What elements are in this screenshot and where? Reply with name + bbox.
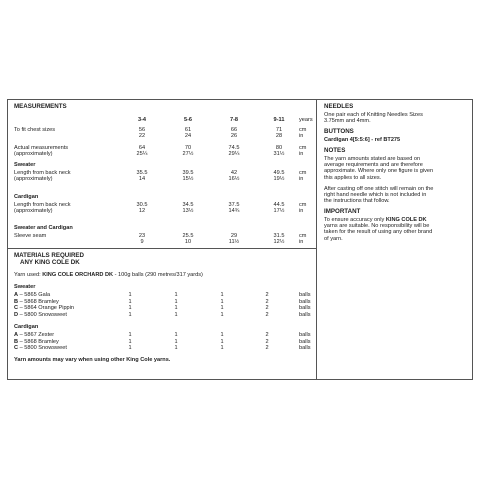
value-in: 27½: [182, 151, 194, 157]
row-label-sub: (approximately): [14, 176, 53, 182]
needles-heading: NEEDLES: [324, 103, 354, 110]
value-in: 11½: [228, 239, 240, 245]
column-divider: [316, 100, 317, 379]
yarn-qty: 1: [174, 338, 178, 345]
materials-footer: Yarn amounts may vary when using other King Cole yarns.: [14, 357, 171, 363]
row-label: Length from back neck: [14, 202, 71, 208]
buttons-text: Cardigan 4[5:5:6] - ref BT275: [324, 137, 401, 143]
value-cm: 64: [138, 145, 146, 151]
unit-balls: balls: [299, 292, 311, 298]
yarn-row: [14, 292, 50, 298]
size-header: 9-11: [273, 117, 285, 123]
value-in: 12½: [273, 239, 285, 245]
text-run: - 100g balls (290 metres/317 yards): [113, 272, 203, 278]
value-cm: 39.5: [182, 170, 194, 176]
text-run: Yarn used:: [14, 272, 43, 278]
row-label-sub: (approximately): [14, 151, 53, 157]
yarn-qty: 2: [265, 292, 269, 298]
yarn-qty: 1: [128, 338, 132, 345]
unit-balls: balls: [299, 298, 311, 305]
value-in: 12: [138, 208, 146, 214]
text-run: – 5800 Snowsweet: [18, 311, 67, 318]
yarn-used: [14, 272, 203, 278]
yarn-qty: 1: [174, 311, 178, 318]
yarn-qty: 1: [220, 311, 224, 318]
unit-balls: balls: [299, 305, 311, 311]
row-label: Sleeve seam: [14, 233, 47, 239]
text-run: D: [14, 311, 19, 318]
important-text: taken for the result of using any other brand: [324, 229, 433, 236]
section-divider: [8, 248, 316, 249]
needles-text: One pair each of Knitting Needles Sizes: [324, 112, 423, 118]
text-run: – 5800 Snowsweet: [18, 345, 67, 351]
value-in: 17½: [273, 208, 285, 214]
yarn-qty: 2: [265, 338, 269, 345]
value-cm: 74.5: [228, 145, 240, 151]
unit-cm: cm: [299, 202, 307, 208]
yarn-qty: 1: [220, 298, 224, 305]
value-in: 14¾: [228, 208, 240, 214]
text-run: B: [14, 338, 19, 345]
yarn-qty: 1: [220, 338, 224, 345]
unit-balls: balls: [299, 311, 311, 318]
row-label: To fit chest sizes: [14, 127, 56, 133]
value-in: 25¼: [136, 151, 148, 157]
value-in: 14: [138, 176, 146, 182]
yarn-qty: 2: [265, 305, 269, 311]
value-cm: 37.5: [228, 202, 240, 208]
yarn-qty: 2: [265, 298, 269, 305]
row-label-sub: (approximately): [14, 208, 53, 214]
needles-text: 3.75mm and 4mm.: [324, 118, 371, 124]
buttons-heading: BUTTONS: [324, 128, 354, 135]
important-text: yarns are suitable. No responsibility will be: [324, 223, 430, 230]
size-header: 5-6: [183, 117, 193, 123]
text-run: – 5865 Gala: [18, 292, 51, 298]
row-label: Length from back neck: [14, 170, 71, 176]
notes-text: the instructions that follow.: [324, 198, 390, 205]
yarn-row: [14, 339, 59, 345]
value-cm: 31.5: [273, 233, 285, 239]
text-run: A: [14, 292, 19, 298]
section-title: Cardigan: [14, 194, 39, 200]
text-run: – 5868 Bramley: [18, 338, 59, 345]
value-cm: 29: [230, 233, 238, 239]
yarn-qty: 1: [220, 332, 224, 338]
yarn-qty: 2: [265, 345, 269, 351]
yarn-qty: 1: [220, 292, 224, 298]
yarn-qty: 1: [128, 345, 132, 351]
notes-text: average requirements and are therefore: [324, 162, 423, 169]
unit-cm: cm: [299, 233, 307, 239]
value-in: 31½: [273, 151, 285, 157]
unit-in: in: [299, 208, 304, 214]
value-in: 28: [275, 133, 283, 139]
section-title: Sweater: [14, 162, 36, 168]
text-run: KING COLE ORCHARD DK: [42, 272, 114, 278]
important-heading: IMPORTANT: [324, 208, 361, 215]
text-run: B: [14, 298, 19, 305]
value-cm: 30.5: [136, 202, 148, 208]
text-run: A: [14, 332, 19, 338]
value-cm: 34.5: [182, 202, 194, 208]
value-cm: 42: [230, 170, 238, 176]
yarn-row: [14, 305, 74, 311]
value-cm: 66: [230, 127, 238, 133]
yarn-qty: 1: [128, 292, 132, 298]
size-header: 3-4: [137, 117, 147, 123]
text-run: KING COLE DK: [385, 217, 427, 223]
value-in: 26: [230, 133, 238, 139]
yarn-qty: 1: [128, 298, 132, 305]
size-unit: years: [299, 117, 313, 123]
value-cm: 70: [184, 145, 192, 151]
value-cm: 25.5: [182, 233, 194, 239]
text-run: C: [14, 305, 19, 311]
sweater-title: Sweater: [14, 284, 36, 290]
yarn-qty: 2: [265, 332, 269, 338]
unit-balls: balls: [299, 332, 311, 338]
cardigan-title: Cardigan: [14, 324, 39, 330]
notes-text: this applies to all sizes.: [324, 174, 382, 181]
value-in: 19½: [273, 176, 285, 182]
value-in: 22: [138, 133, 146, 139]
unit-balls: balls: [299, 338, 311, 345]
yarn-row: [14, 345, 67, 351]
yarn-qty: 1: [128, 305, 132, 311]
notes-text: The yarn amounts stated are based on: [324, 156, 421, 162]
value-cm: 56: [138, 127, 146, 133]
unit-cm: cm: [299, 170, 307, 176]
value-cm: 61: [184, 127, 192, 133]
value-in: 10: [184, 239, 192, 245]
notes-text: After casting off one stitch will remain on the: [324, 186, 434, 192]
unit-cm: cm: [299, 127, 307, 133]
yarn-qty: 1: [174, 305, 178, 311]
yarn-qty: 1: [220, 345, 224, 351]
value-cm: 80: [275, 145, 283, 151]
value-in: 13½: [182, 208, 194, 214]
materials-subheading: ANY KING COLE DK: [20, 259, 80, 266]
important-text: [324, 217, 427, 223]
measurements-heading: MEASUREMENTS: [14, 103, 67, 110]
text-run: – 5867 Zester: [18, 332, 55, 338]
unit-in: in: [299, 151, 304, 157]
yarn-qty: 1: [174, 292, 178, 298]
section-title: Sweater and Cardigan: [14, 225, 73, 231]
text-run: To ensure accuracy only: [324, 217, 386, 223]
unit-balls: balls: [299, 345, 311, 351]
yarn-qty: 1: [174, 332, 178, 338]
unit-in: in: [299, 133, 304, 139]
yarn-qty: 1: [174, 345, 178, 351]
unit-in: in: [299, 239, 304, 245]
pattern-info-card: [7, 99, 473, 380]
important-text: of yarn.: [324, 235, 343, 242]
materials-heading: MATERIALS REQUIRED: [14, 252, 85, 259]
yarn-row: [14, 312, 67, 318]
value-cm: 44.5: [273, 202, 285, 208]
text-run: – 5864 Orange Pippin: [18, 305, 75, 311]
unit-in: in: [299, 176, 304, 182]
yarn-qty: 1: [128, 332, 132, 338]
yarn-qty: 1: [174, 298, 178, 305]
yarn-qty: 2: [265, 311, 269, 318]
value-in: 9: [140, 239, 144, 245]
text-run: C: [14, 345, 19, 351]
notes-text: approximate. Where only one figure is given: [324, 168, 434, 175]
yarn-qty: 1: [128, 311, 132, 318]
value-in: 15½: [182, 176, 194, 182]
yarn-qty: 1: [220, 305, 224, 311]
value-in: 16½: [228, 176, 240, 182]
value-cm: 49.5: [273, 170, 285, 176]
text-run: – 5868 Bramley: [18, 298, 59, 305]
size-header: 7-8: [229, 117, 239, 123]
value-cm: 35.5: [136, 170, 148, 176]
unit-cm: cm: [299, 145, 307, 151]
notes-text: right hand needle which is not included in: [324, 192, 427, 199]
value-in: 29¼: [228, 151, 240, 157]
yarn-row: [14, 299, 59, 305]
notes-heading: NOTES: [324, 147, 346, 154]
value-in: 24: [184, 133, 192, 139]
row-label: Actual measurements: [14, 145, 69, 151]
value-cm: 23: [138, 233, 146, 239]
yarn-row: [14, 332, 54, 338]
value-cm: 71: [275, 127, 283, 133]
